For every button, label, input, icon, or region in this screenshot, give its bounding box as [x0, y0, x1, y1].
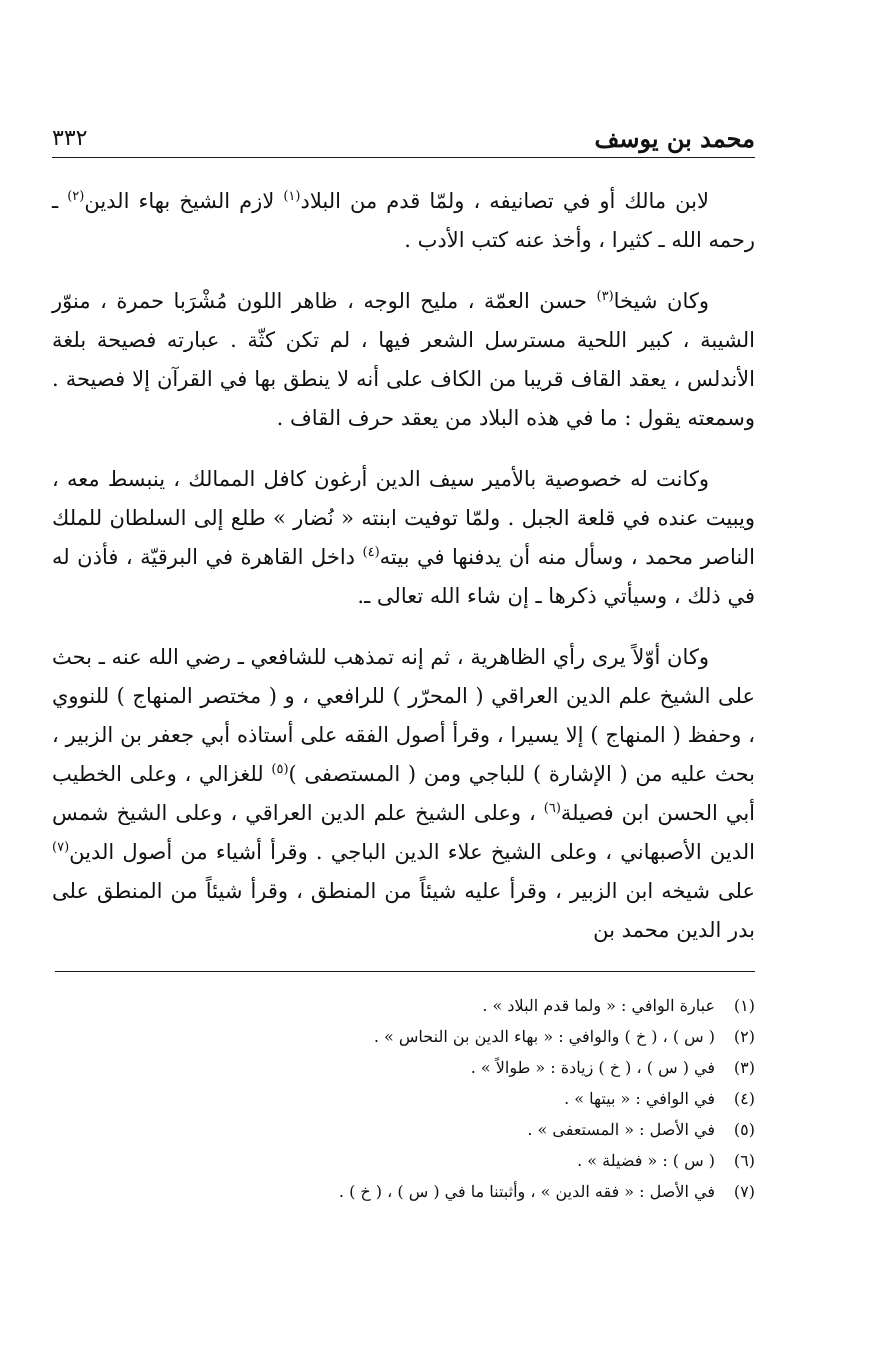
footnote-ref-3: (٣)	[596, 289, 614, 304]
paragraph-text: ـ رحمه الله ـ كثيرا ، وأخذ عنه كتب الأدب .	[52, 189, 755, 252]
paragraph-text: لازم الشيخ بهاء الدين	[84, 189, 284, 213]
footnote-number: (١)	[733, 996, 755, 1015]
footnote-number: (٥)	[733, 1120, 755, 1139]
paragraph-1	[52, 182, 755, 260]
paragraph-text: وكان شيخا	[613, 289, 709, 313]
paragraph-3	[52, 460, 755, 616]
paragraph-text: ، وعلى الشيخ علم الدين العراقي ، وعلى الشيخ شمس الدين الأصبهاني ، وعلى الشيخ علاء الدين الباجي . وقرأ أشياء من أصول الدين	[52, 801, 755, 864]
footnote-text: ( س ) ، ( خ ) والوافي : « بهاء الدين بن النحاس » .	[373, 1027, 715, 1046]
footnote-text: في الأصل : « المستعفى » .	[527, 1120, 715, 1139]
footnote-number: (٢)	[733, 1027, 755, 1046]
paragraph-2	[52, 282, 755, 438]
running-header	[52, 124, 755, 154]
footnote-number: (٤)	[733, 1089, 755, 1108]
paragraph-text: على شيخه ابن الزبير ، وقرأ عليه شيئاً من المنطق ، وقرأ شيئاً من المنطق على بدر الدين محمد بن	[52, 879, 755, 942]
footnote-ref-1: (١)	[283, 189, 301, 204]
paragraph-text: وكان أوّلاً يرى رأي الظاهرية ، ثم إنه تمذهب للشافعي ـ رضي الله عنه ـ بحث على الشيخ علم الدين العراقي ( المحرّر ) للرافعي ، و ( مختصر المنهاج ) للنووي ، وحفظ ( المنهاج ) إلا يسيرا ، وقرأ أصول الفقه على أستاذه أبي جعفر بن الزبير ، بحث عليه من ( الإشارة ) للباجي ومن ( المستصفى )	[52, 645, 755, 786]
footnote-ref-7: (٧)	[52, 840, 70, 855]
footnotes	[52, 990, 755, 1207]
footnote-number: (٦)	[733, 1151, 755, 1170]
footnote-text: ( س ) : « فضيلة » .	[577, 1151, 715, 1170]
footnote-ref-4: (٤)	[362, 545, 380, 560]
footnote-2	[52, 1021, 755, 1052]
page-number: ٣٣٢	[52, 126, 88, 151]
footnote-text: عبارة الوافي : « ولما قدم البلاد » .	[482, 996, 715, 1015]
footnote-ref-6: (٦)	[543, 801, 561, 816]
paragraph-text: للغزالي ، وعلى الخطيب أبي الحسن ابن فصيلة	[52, 762, 755, 825]
footnote-ref-2: (٢)	[67, 189, 85, 204]
paragraph-text: لابن مالك أو في تصانيفه ، ولمّا قدم من البلاد	[300, 189, 709, 213]
footnote-1	[52, 990, 755, 1021]
footnote-4	[52, 1083, 755, 1114]
footnote-text: في الأصل : « فقه الدين » ، وأثبتنا ما في ( س ) ، ( خ ) .	[338, 1182, 715, 1201]
header-rule	[52, 157, 755, 158]
footnote-ref-5: (٥)	[271, 762, 289, 777]
main-text	[52, 182, 755, 950]
paragraph-4	[52, 638, 755, 950]
paragraph-text: وكانت له خصوصية بالأمير سيف الدين أرغون كافل الممالك ، ينبسط معه ، ويبيت عنده في قلعة الجبل . ولمّا توفيت ابنته « نُضار » طلع إلى السلطان للملك الناصر محمد ، وسأل منه أن يدفنها في بيته	[52, 467, 755, 569]
footnote-number: (٣)	[733, 1058, 755, 1077]
paragraph-text: داخل القاهرة في البرقيّة ، فأذن له في ذلك ، وسيأتي ذكرها ـ إن شاء الله تعالى ـ.	[52, 545, 755, 608]
footnote-5	[52, 1114, 755, 1145]
footnote-text: في الوافي : « بيتها » .	[564, 1089, 715, 1108]
footnote-6	[52, 1145, 755, 1176]
footnote-7	[52, 1176, 755, 1207]
footnote-text: في ( س ) ، ( خ ) زيادة : « طوالاً » .	[470, 1058, 715, 1077]
running-title: محمد بن يوسف	[594, 124, 755, 153]
footnote-rule	[55, 971, 755, 972]
footnote-3	[52, 1052, 755, 1083]
footnote-number: (٧)	[733, 1182, 755, 1201]
paragraph-text: حسن العمّة ، مليح الوجه ، ظاهر اللون مُشْرَبا حمرة ، منوّر الشيبة ، كبير اللحية مسترسل الشعر فيها ، لم تكن كثّة . عبارته فصيحة بلغة الأندلس ، يعقد القاف قريبا من الكاف على أنه لا ينطق بها في القرآن إلا فصيحة . وسمعته يقول : ما في هذه البلاد من يعقد حرف القاف .	[52, 289, 755, 430]
